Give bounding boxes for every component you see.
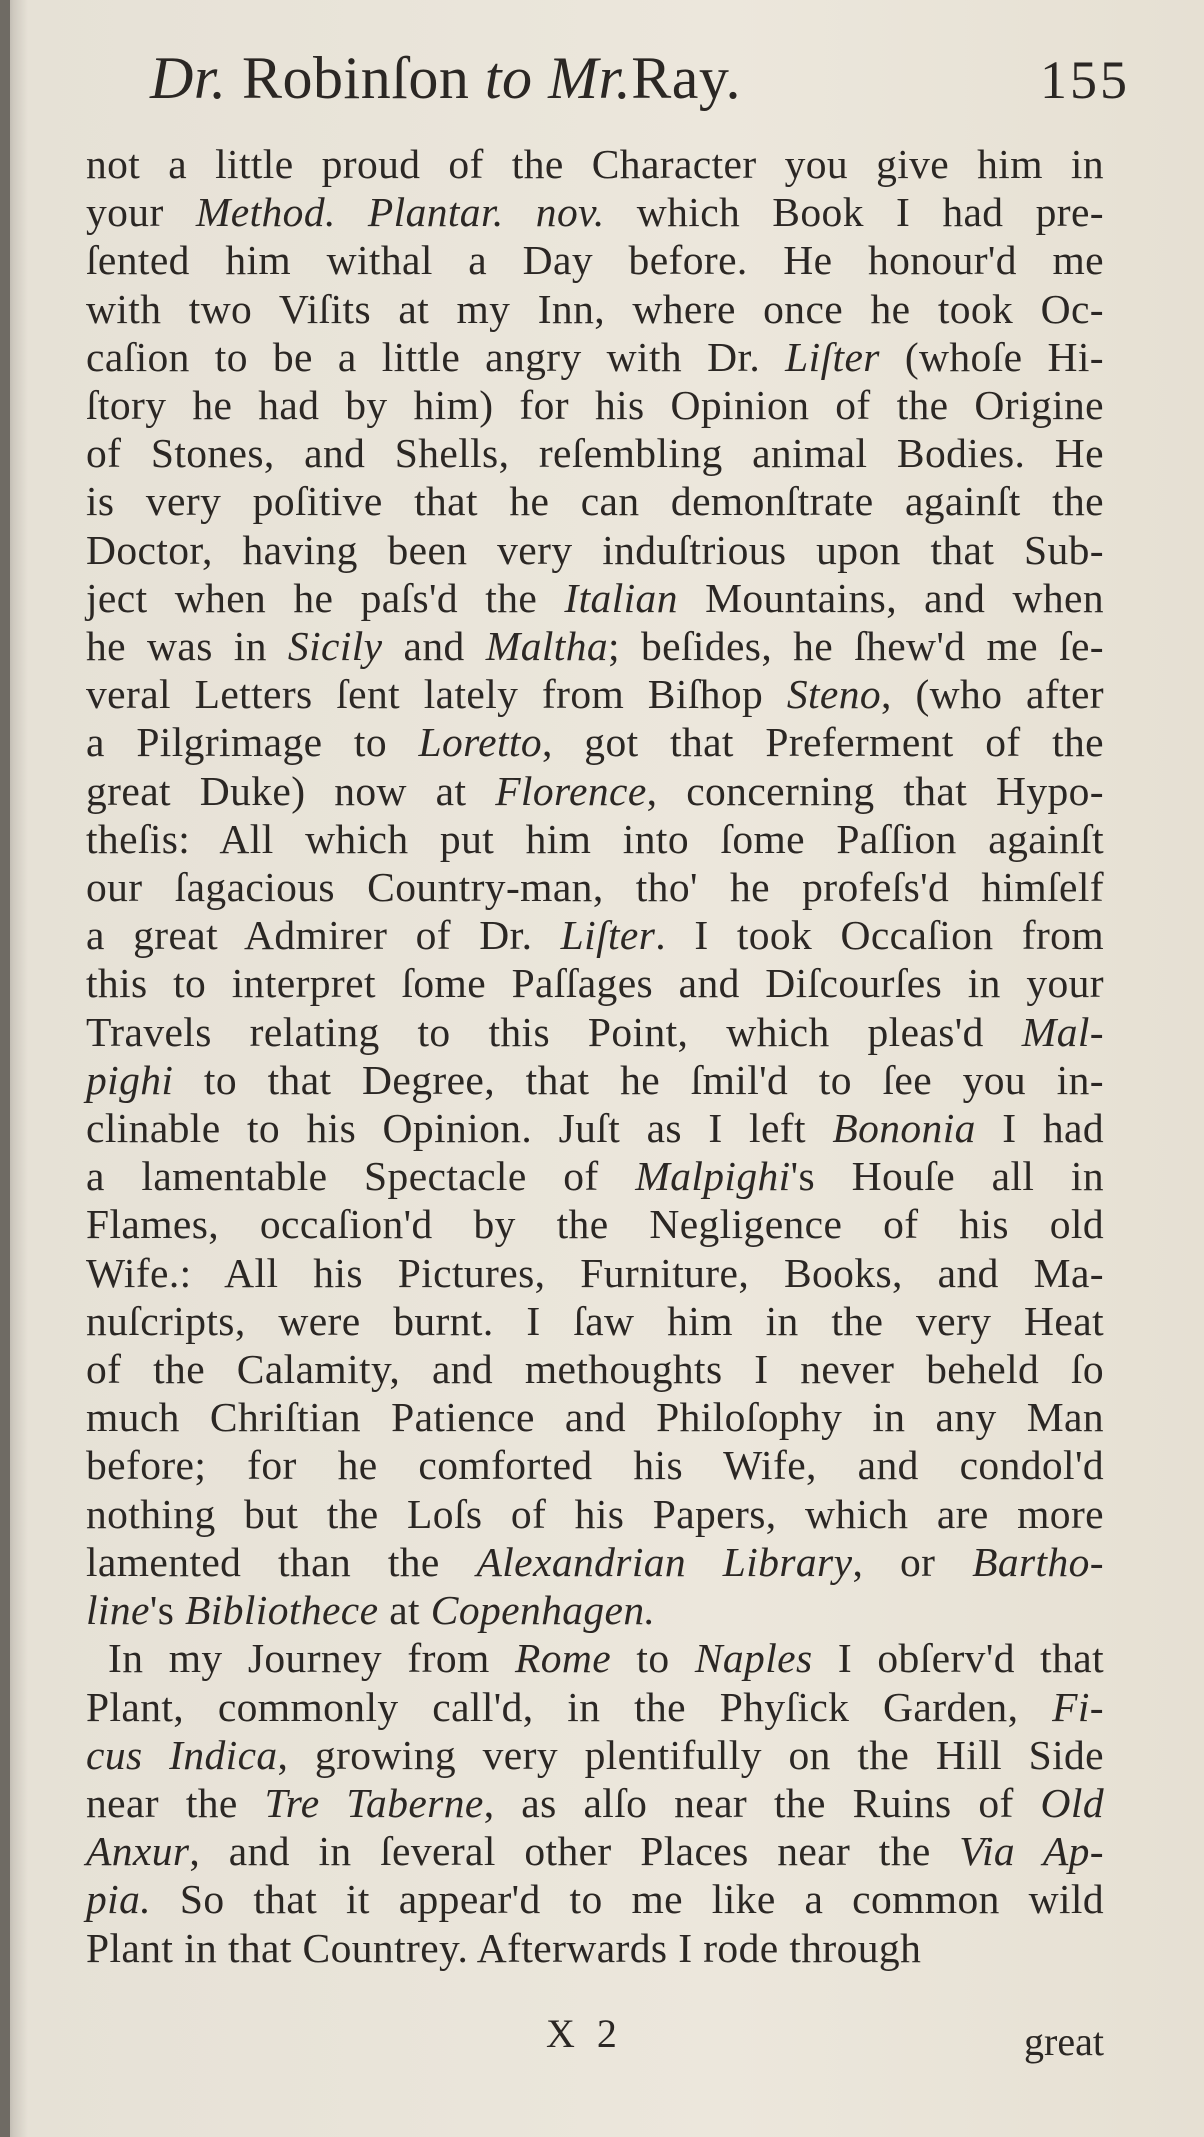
text-run: much Chriſtian Patience and Philoſophy in any Man	[86, 1394, 1104, 1441]
text-line	[86, 911, 1104, 959]
title-name-ray: Ray.	[631, 45, 742, 111]
signature-mark: X 2	[546, 2011, 623, 2056]
text-line	[86, 1393, 1104, 1441]
text-run: ſtory he had by him) for his Opinion of the Origine	[86, 382, 1104, 429]
italic-text-run: Old	[1040, 1779, 1104, 1826]
text-line	[86, 670, 1104, 718]
text-run: , growing very plentifully on the Hill Side	[277, 1731, 1104, 1778]
italic-text-run: line	[86, 1587, 150, 1634]
text-run: ject when he paſs'd the	[86, 574, 565, 621]
text-run: of the Calamity, and methoughts I never beheld ſo	[86, 1346, 1104, 1393]
italic-text-run: Loretto	[418, 719, 543, 766]
text-line	[86, 1731, 1104, 1779]
text-line	[86, 1008, 1104, 1056]
text-run: , as alſo near the Ruins of	[483, 1779, 1041, 1826]
catchword: great	[1024, 2019, 1104, 2064]
italic-text-run: Steno	[786, 671, 882, 718]
italic-text-run: Maltha	[485, 623, 608, 670]
text-run: Doctor, having been very induſtrious upon that Sub-	[86, 526, 1104, 573]
text-line	[86, 236, 1104, 284]
text-line	[86, 1827, 1104, 1875]
text-line	[86, 574, 1104, 622]
title-mr: Mr.	[548, 45, 632, 111]
italic-text-run: Alexandrian Library	[476, 1538, 853, 1585]
text-line	[86, 1875, 1104, 1923]
text-run: and	[382, 623, 486, 670]
italic-text-run: Italian	[564, 574, 678, 621]
text-run: Travels relating to this Point, which pleas'd	[86, 1008, 1022, 1055]
text-line	[86, 1056, 1104, 1104]
text-run: nuſcripts, were burnt. I ſaw him in the very Heat	[86, 1297, 1104, 1344]
text-run: Flames, occaſion'd by the Negligence of his old	[86, 1201, 1104, 1248]
page-gutter-shadow	[0, 0, 10, 2137]
text-run: I had	[975, 1105, 1104, 1152]
text-run: near the	[86, 1779, 265, 1826]
page-number: 155	[1040, 50, 1130, 110]
italic-text-run: pighi	[86, 1056, 174, 1103]
text-line	[86, 1345, 1104, 1393]
text-run: he was in	[86, 623, 288, 670]
text-run: In my Journey from	[108, 1635, 515, 1682]
text-run: 's Houſe all in	[790, 1153, 1104, 1200]
text-run: caſion to be a little angry with Dr.	[86, 333, 786, 380]
text-line	[86, 188, 1104, 236]
text-line	[86, 1441, 1104, 1489]
text-run: Mountains, and when	[677, 574, 1104, 621]
text-run: not a little proud of the Character you give him in	[86, 141, 1104, 187]
italic-text-run: Naples	[694, 1635, 813, 1682]
text-run: ſented him withal a Day before. He honour'd me	[86, 237, 1104, 284]
text-run: great Duke) now at	[86, 767, 496, 814]
italic-text-run: Malpighi	[635, 1153, 791, 1200]
text-line	[86, 381, 1104, 429]
text-line	[86, 429, 1104, 477]
italic-text-run: Mal-	[1021, 1008, 1104, 1055]
text-run: which Book I had pre-	[604, 189, 1104, 236]
text-line	[86, 1297, 1104, 1345]
italic-text-run: Sicily	[287, 623, 383, 670]
text-run: lamented than the	[86, 1538, 477, 1585]
italic-text-run: Copenhagen.	[430, 1587, 656, 1634]
text-line	[86, 718, 1104, 766]
text-run: Plant in that Countrey. Afterwards I rode through	[86, 1924, 922, 1971]
text-run: this to interpret ſome Paſſages and Diſcourſes in your	[86, 960, 1104, 1007]
text-run: Wife.: All his Pictures, Furniture, Books, and Ma-	[86, 1249, 1104, 1296]
text-run: nothing but the Loſs of his Papers, which are more	[86, 1490, 1104, 1537]
text-run: veral Letters ſent lately from Biſhop	[86, 671, 787, 718]
italic-text-run: Bibliothece	[185, 1587, 379, 1634]
italic-text-run: Anxur	[86, 1828, 190, 1875]
text-line	[86, 1152, 1104, 1200]
text-run: is very poſitive that he can demonſtrate againſt the	[86, 478, 1104, 525]
text-run: I obſerv'd that	[812, 1635, 1104, 1682]
title-prefix: Dr.	[150, 45, 227, 111]
text-run: a lamentable Spectacle of	[86, 1153, 636, 1200]
text-run: a great Admirer of Dr.	[86, 912, 561, 959]
text-run: , and in ſeveral other Places near the	[189, 1828, 960, 1875]
text-run: at	[378, 1587, 431, 1634]
text-run: ; beſides, he ſhew'd me ſe-	[608, 623, 1104, 670]
text-run: , or	[852, 1538, 973, 1585]
text-line	[86, 477, 1104, 525]
text-run: 's	[149, 1587, 186, 1634]
italic-text-run: cus Indica	[86, 1731, 278, 1778]
italic-text-run: Rome	[514, 1635, 612, 1682]
italic-text-run: Method. Plantar. nov.	[195, 189, 605, 236]
italic-text-run: Liſter	[785, 333, 880, 380]
text-line	[86, 815, 1104, 863]
text-run: our ſagacious Country-man, tho' he profeſs'd himſelf	[86, 864, 1104, 911]
text-run: to that Degree, that he ſmil'd to ſee you in-	[173, 1056, 1104, 1103]
text-line	[86, 140, 1104, 188]
italic-text-run: Bononia	[832, 1105, 976, 1152]
text-run: of Stones, and Shells, reſembling animal Bodies. He	[86, 430, 1104, 477]
text-run: Plant, commonly call'd, in the Phyſick Garden,	[86, 1683, 1053, 1730]
text-run: (whoſe Hi-	[879, 333, 1104, 380]
title-name-robinson: Robinſon	[242, 45, 470, 111]
text-line	[86, 1924, 1104, 1972]
text-line	[86, 1104, 1104, 1152]
text-line	[86, 526, 1104, 574]
italic-text-run: Bartho-	[972, 1538, 1104, 1585]
text-line	[86, 333, 1104, 381]
text-line	[86, 1586, 1104, 1634]
italic-text-run: Via Ap-	[959, 1828, 1104, 1875]
text-run: theſis: All which put him into ſome Paſſion againſt	[86, 815, 1104, 862]
running-head-title	[150, 44, 741, 113]
text-run: your	[86, 189, 196, 236]
page-footer	[86, 2010, 1104, 2070]
text-run: clinable to his Opinion. Juſt as I left	[86, 1105, 833, 1152]
text-run: , got that Preferment of the	[542, 719, 1104, 766]
text-run: So that it appear'd to me like a common wild	[151, 1876, 1104, 1923]
text-line	[86, 622, 1104, 670]
italic-text-run: pia.	[86, 1876, 152, 1923]
text-line	[86, 1249, 1104, 1297]
text-run: to	[611, 1635, 695, 1682]
text-line	[86, 959, 1104, 1007]
text-line	[86, 863, 1104, 911]
text-run: , (who after	[881, 671, 1104, 718]
italic-text-run: Tre Taberne	[264, 1779, 484, 1826]
text-line	[86, 767, 1104, 815]
text-line	[86, 1538, 1104, 1586]
text-run: before; for he comforted his Wife, and condol'd	[86, 1442, 1104, 1489]
text-line	[86, 1490, 1104, 1538]
text-run: . I took Occaſion from	[655, 912, 1105, 959]
italic-text-run: Florence	[495, 767, 647, 814]
running-header	[150, 44, 1130, 140]
text-run: with two Viſits at my Inn, where once he took Oc-	[86, 285, 1104, 332]
text-run: , concerning that Hypo-	[646, 767, 1104, 814]
italic-text-run: Fi-	[1052, 1683, 1104, 1730]
text-run: a Pilgrimage to	[86, 719, 419, 766]
italic-text-run: Liſter	[560, 912, 656, 959]
text-line	[86, 1634, 1104, 1682]
text-line	[86, 1779, 1104, 1827]
text-line	[86, 285, 1104, 333]
text-line	[86, 1200, 1104, 1248]
title-to: to	[484, 45, 533, 111]
text-line	[86, 1683, 1104, 1731]
body-text	[86, 140, 1104, 1972]
